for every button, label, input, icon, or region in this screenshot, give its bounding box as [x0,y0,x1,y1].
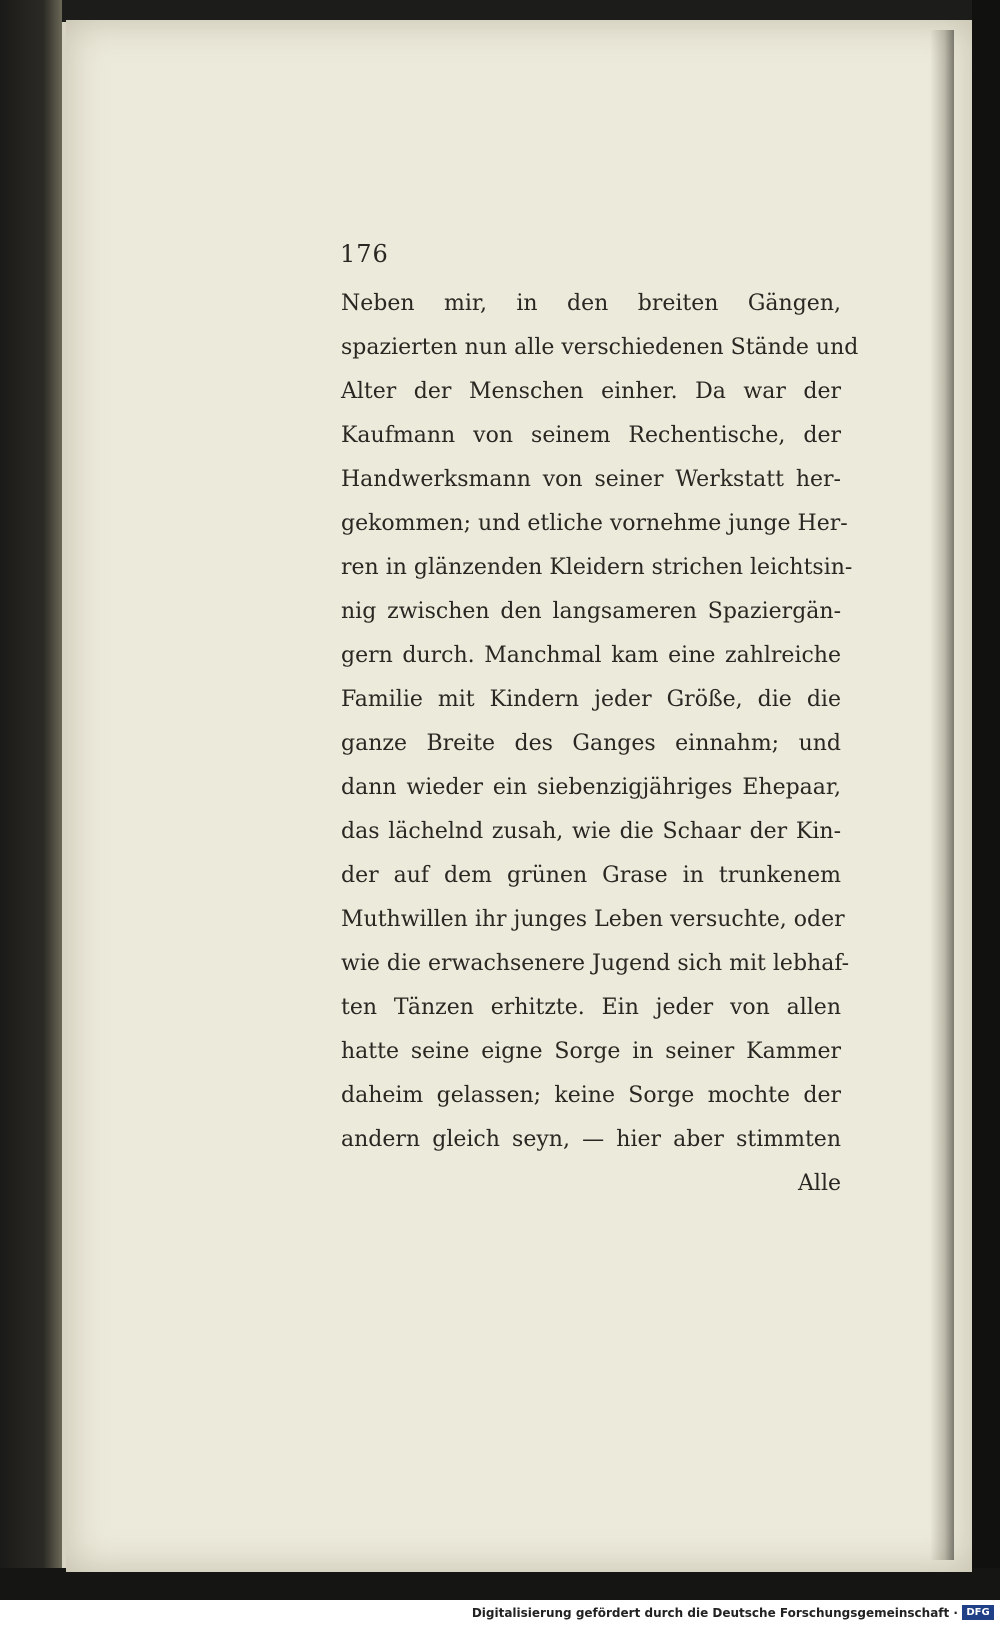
text-line: ten Tänzen erhitzte. Ein jeder von allen [341,995,841,1020]
text-line: gekommen; und etliche vornehme junge Her- [341,511,848,536]
text-line: Familie mit Kindern jeder Größe, die die [341,687,841,712]
page-number: 176 [340,240,389,268]
text-line: Alter der Menschen einher. Da war der [341,379,841,404]
catchword: Alle [798,1171,841,1196]
text-line: hatte seine eigne Sorge in seiner Kammer [341,1039,841,1064]
text-line: andern gleich seyn, — hier aber stimmten [341,1127,841,1152]
text-line: Muthwillen ihr junges Leben versuchte, oder [341,907,845,932]
text-line: ren in glänzenden Kleidern strichen leichtsin- [341,555,853,580]
digitization-footer [0,1600,1000,1626]
text-line: Kaufmann von seinem Rechentische, der [341,423,841,448]
text-line: wie die erwachsenere Jugend sich mit lebhaf- [341,951,850,976]
text-line: der auf dem grünen Grase in trunkenem [341,863,841,888]
scanner-bezel-right [972,0,1000,1600]
scanner-bezel-bottom [0,1568,1000,1600]
dfg-logo-icon: DFG [962,1605,994,1620]
text-line: Handwerksmann von seiner Werkstatt her- [341,467,841,492]
text-line: spazierten nun alle verschiedenen Stände und [341,335,859,360]
text-line: daheim gelassen; keine Sorge mochte der [341,1083,841,1108]
text-line: Neben mir, in den breiten Gängen, [341,291,841,316]
text-line: ganze Breite des Ganges einnahm; und [341,731,841,756]
text-line: nig zwischen den langsameren Spaziergän- [341,599,841,624]
text-line: dann wieder ein siebenzigjähriges Ehepaar, [341,775,841,800]
text-line: das lächelnd zusah, wie die Schaar der Kin- [341,819,841,844]
scanner-bezel-left [0,0,62,1600]
page-edge-shadow [930,30,954,1560]
body-text [341,282,859,1206]
text-line: gern durch. Manchmal kam eine zahlreiche [341,643,841,668]
footer-credit: Digitalisierung gefördert durch die Deutsche Forschungsgemeinschaft · [471,1606,958,1620]
scanner-bezel-top [0,0,1000,22]
